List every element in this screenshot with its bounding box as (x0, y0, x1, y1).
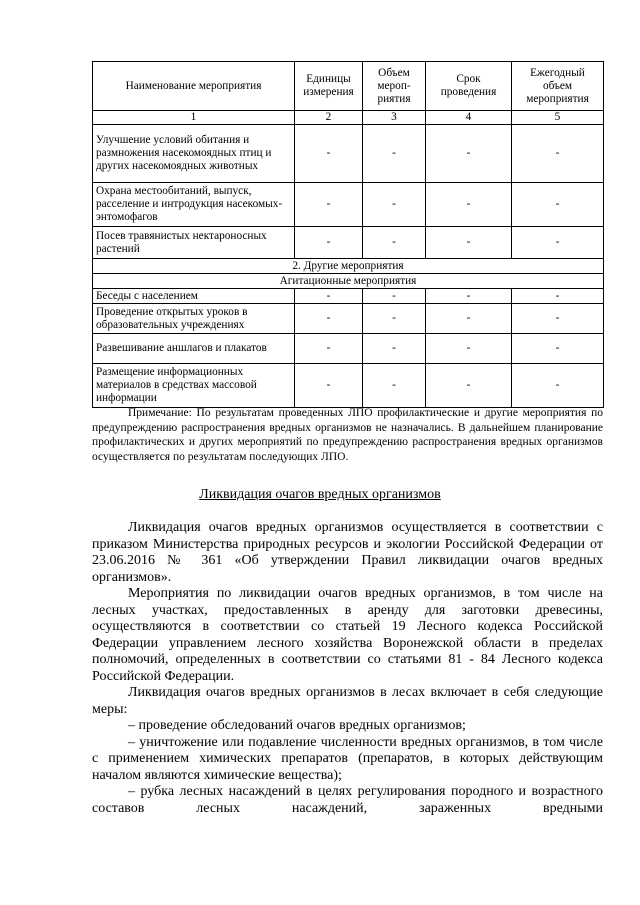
table-cell: - (512, 364, 604, 408)
table-row (93, 125, 604, 183)
measure-name: Развешивание аншлагов и плакатов (93, 334, 295, 364)
table-cell: - (295, 334, 363, 364)
column-number-row (93, 111, 604, 125)
column-number: 4 (426, 111, 512, 125)
header-cell: Единицы измерения (295, 62, 363, 111)
table-cell: - (363, 304, 426, 334)
table-cell: - (426, 227, 512, 259)
column-number: 5 (512, 111, 604, 125)
section-row (93, 259, 604, 274)
measure-name: Улучшение условий обитания и размножения насекомоядных птиц и других насекомоядных животных (93, 125, 295, 183)
measures-table (92, 61, 604, 408)
table-header-row (93, 62, 604, 111)
section-title: 2. Другие мероприятия (93, 259, 604, 274)
column-number: 1 (93, 111, 295, 125)
table-cell: - (426, 125, 512, 183)
table-cell: - (426, 334, 512, 364)
header-cell: Срок проведения (426, 62, 512, 111)
table-cell: - (295, 227, 363, 259)
table-cell: - (512, 183, 604, 227)
table-cell: - (363, 227, 426, 259)
table-cell: - (295, 304, 363, 334)
list-item: – рубка лесных насаждений в целях регулирования породного и возрастного составов лесных насаждений, зараженных вредными (92, 784, 603, 816)
measure-name: Охрана местообитаний, выпуск, расселение и интродукция насекомых-энтомофагов (93, 183, 295, 227)
header-cell: Ежегодный объем мероприятия (512, 62, 604, 111)
measure-name: Размещение информационных материалов в средствах массовой информации (93, 364, 295, 408)
table-row (93, 304, 604, 334)
table-row (93, 183, 604, 227)
body-text (92, 520, 603, 817)
column-number: 2 (295, 111, 363, 125)
table-cell: - (426, 364, 512, 408)
measure-name: Посев травянистых нектароносных растений (93, 227, 295, 259)
section-heading: Ликвидация очагов вредных организмов (199, 487, 441, 502)
table-cell: - (512, 125, 604, 183)
table-cell: - (363, 183, 426, 227)
table-cell: - (295, 125, 363, 183)
paragraph: Ликвидация очагов вредных организмов осуществляется в соответствии с приказом Министерства природных ресурсов и экологии Российской Федерации от 23.06.2016 № 361 «Об утверждении Правил ликвидации очагов вредных организмов». (92, 520, 603, 585)
subsection-row (93, 274, 604, 289)
table-cell: - (295, 364, 363, 408)
note-text: Примечание: По результатам проведенных ЛПО профилактические и другие мероприятия по предупреждению распространения вредных организмов не назначались. В дальнейшем планирование профилактических и других мероприятий по предупреждению распространения вредных организмов осуществляется по результатам последующих ЛПО. (92, 407, 603, 463)
table-cell: - (295, 289, 363, 304)
table-cell: - (426, 304, 512, 334)
list-item: – уничтожение или подавление численности вредных организмов, в том числе с применением химических препаратов (препаратов, в которых действующим началом являются химические вещества); (92, 734, 603, 783)
header-cell: Объем мероп-риятия (363, 62, 426, 111)
list-item: – проведение обследований очагов вредных организмов; (128, 718, 466, 733)
paragraph: Мероприятия по ликвидации очагов вредных организмов, в том числе на лесных участках, предоставленных в аренду для заготовки древесины, осуществляются в соответствии со статьей 19 Лесного кодекса Российской Федерации управлением лесного хозяйства Воронежской области в пределах полномочий, определенных в соответствии со статьями 81 - 84 Лесного кодекса Российской Федерации. (92, 586, 603, 684)
table-cell: - (512, 304, 604, 334)
paragraph: Ликвидация очагов вредных организмов в лесах включает в себя следующие меры: (92, 685, 603, 717)
column-number: 3 (363, 111, 426, 125)
subsection-title: Агитационные мероприятия (93, 274, 604, 289)
table-cell: - (363, 125, 426, 183)
measure-name: Проведение открытых уроков в образовательных учреждениях (93, 304, 295, 334)
table-note (92, 406, 603, 464)
table-cell: - (426, 183, 512, 227)
table-row (93, 364, 604, 408)
table-cell: - (512, 289, 604, 304)
table-cell: - (512, 334, 604, 364)
table-cell: - (295, 183, 363, 227)
table-cell: - (512, 227, 604, 259)
table-cell: - (363, 334, 426, 364)
table-cell: - (363, 364, 426, 408)
header-cell: Наименование мероприятия (93, 62, 295, 111)
table-cell: - (363, 289, 426, 304)
table-row (93, 334, 604, 364)
measure-name: Беседы с населением (93, 289, 295, 304)
table-row (93, 289, 604, 304)
table-cell: - (426, 289, 512, 304)
table-row (93, 227, 604, 259)
